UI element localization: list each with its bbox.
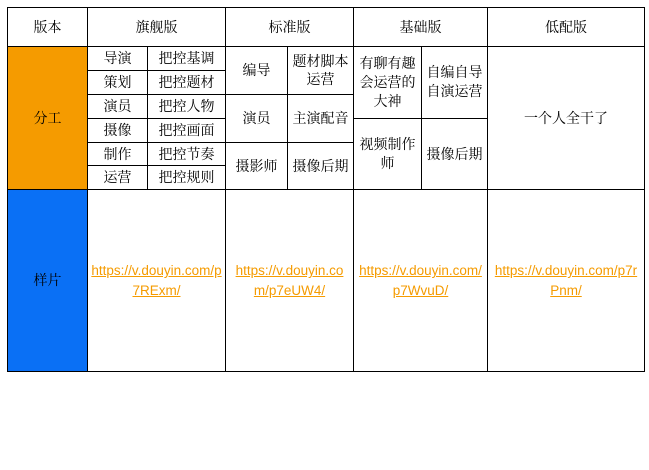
sample-link-cell-standard[interactable] — [226, 190, 354, 372]
header-cell-version: 版本 — [8, 8, 88, 47]
sample-link-cell-lowend[interactable] — [488, 190, 645, 372]
standard-role: 演员 — [226, 94, 288, 142]
flagship-duty: 把控画面 — [148, 118, 226, 142]
version-comparison-table — [7, 7, 645, 372]
standard-role: 编导 — [226, 47, 288, 95]
sample-link-cell-basic[interactable] — [354, 190, 488, 372]
row-label-division: 分工 — [8, 47, 88, 190]
basic-left-role: 有聊有趣会运营的大神 — [354, 47, 422, 119]
flagship-role: 摄像 — [88, 118, 148, 142]
sample-link[interactable]: https://v.douyin.com/p7rPnm/ — [494, 263, 638, 298]
flagship-duty: 把控基调 — [148, 47, 226, 71]
lowend-role: 一个人全干了 — [488, 47, 645, 190]
header-cell-lowend: 低配版 — [488, 8, 645, 47]
sample-link[interactable]: https://v.douyin.com/p7eUW4/ — [235, 263, 344, 298]
flagship-duty: 把控人物 — [148, 94, 226, 118]
header-cell-flagship: 旗舰版 — [88, 8, 226, 47]
standard-role: 摄影师 — [226, 142, 288, 190]
row-label-samples: 样片 — [8, 190, 88, 372]
sample-link[interactable]: https://v.douyin.com/p7WvuD/ — [359, 263, 482, 298]
header-cell-standard: 标准版 — [226, 8, 354, 47]
flagship-duty: 把控节奏 — [148, 142, 226, 166]
table-row — [8, 190, 645, 372]
flagship-duty: 把控规则 — [148, 166, 226, 190]
flagship-role: 策划 — [88, 70, 148, 94]
flagship-role: 演员 — [88, 94, 148, 118]
sample-link[interactable]: https://v.douyin.com/p7RExm/ — [91, 263, 222, 298]
basic-left-role: 视频制作师 — [354, 118, 422, 190]
standard-duty: 主演配音 — [288, 94, 354, 142]
header-cell-basic: 基础版 — [354, 8, 488, 47]
flagship-role: 制作 — [88, 142, 148, 166]
table-row — [8, 47, 645, 71]
sample-link-cell-flagship[interactable] — [88, 190, 226, 372]
flagship-role: 运营 — [88, 166, 148, 190]
table-header-row — [8, 8, 645, 47]
basic-right-role: 摄像后期 — [422, 118, 488, 190]
standard-duty: 题材脚本运营 — [288, 47, 354, 95]
basic-right-role: 自编自导自演运营 — [422, 47, 488, 119]
flagship-role: 导演 — [88, 47, 148, 71]
standard-duty: 摄像后期 — [288, 142, 354, 190]
flagship-duty: 把控题材 — [148, 70, 226, 94]
